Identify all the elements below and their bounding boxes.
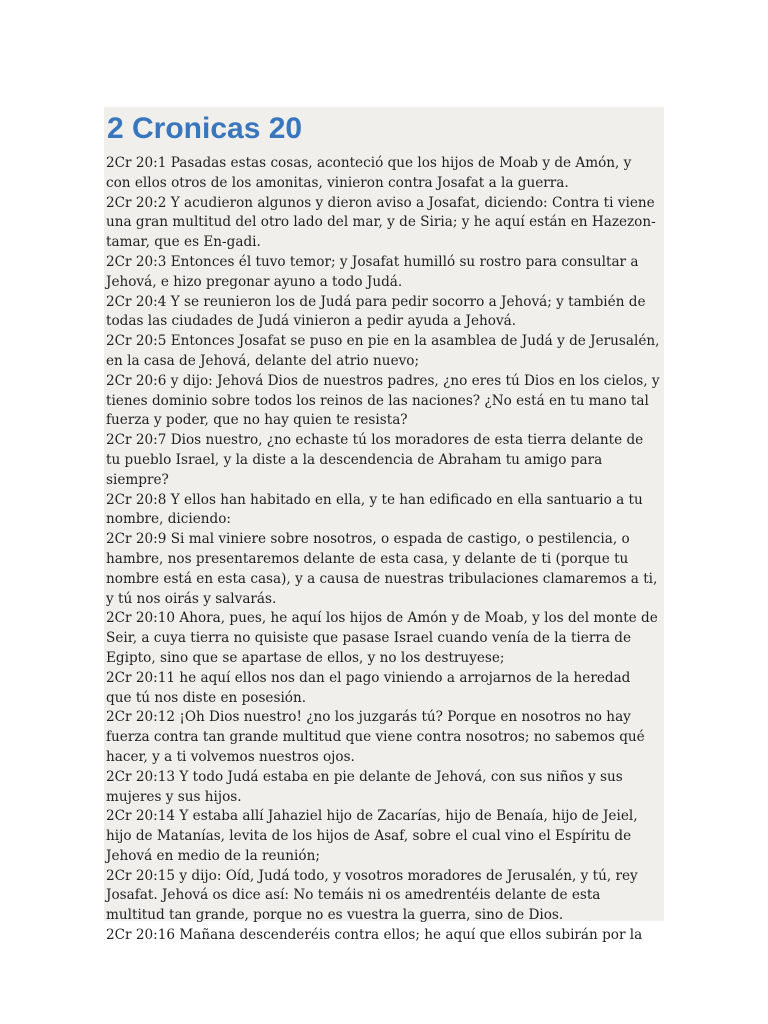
- verse-text: y dijo: Jehová Dios de nuestros padres, ¿no eres tú Dios en los cielos, y tienes dominio sobre todos los reinos de las naciones? ¿No está en tu mano tal fuerza y poder, que no hay quien te resista?: [106, 372, 660, 429]
- verse-text: Pasadas estas cosas, aconteció que los hijos de Moab y de Amón, y con ellos otros de los amonitas, vinieron contra Josafat a la guerra.: [106, 155, 632, 191]
- verse-2: [106, 194, 660, 253]
- verse-ref: 2Cr 20:7: [106, 432, 167, 449]
- verse-text: Ahora, pues, he aquí los hijos de Amón y de Moab, y los del monte de Seir, a cuya tierra no quisiste que pasase Israel cuando venía de la tierra de Egipto, sino que se apartase de ellos, y no los destruyese;: [106, 610, 658, 666]
- verse-text: Dios nuestro, ¿no echaste tú los moradores de esta tierra delante de tu pueblo Israel, y la diste a la descendencia de Abraham tu amigo para siempre?: [106, 432, 644, 488]
- verse-1: [106, 154, 660, 194]
- verse-text: Y todo Judá estaba en pie delante de Jehová, con sus niños y sus mujeres y sus hijos.: [106, 768, 623, 805]
- verse-text: Y se reunieron los de Judá para pedir socorro a Jehová; y también de todas las ciudades de Judá vinieron a pedir ayuda a Jehová.: [106, 293, 646, 330]
- verse-3: [106, 253, 660, 293]
- verse-12: [106, 708, 660, 767]
- verse-15: [106, 867, 660, 926]
- verse-ref: 2Cr 20:13: [106, 768, 176, 785]
- verse-ref: 2Cr 20:5: [106, 333, 167, 350]
- verse-ref: 2Cr 20:9: [106, 531, 167, 548]
- verse-10: [106, 609, 660, 668]
- verse-ref: 2Cr 20:12: [106, 709, 176, 726]
- verse-text: Si mal viniere sobre nosotros, o espada de castigo, o pestilencia, o hambre, nos presentaremos delante de esta casa, y delante de ti (porque tu nombre está en esta casa), y a causa de nuestras tribulaciones clamaremos a ti, y tú nos oirás y salvarás.: [106, 531, 658, 607]
- verse-text: Y ellos han habitado en ella, y te han edificado en ella santuario a tu nombre, diciendo:: [106, 491, 643, 528]
- verse-text: Entonces Josafat se puso en pie en la asamblea de Judá y de Jerusalén, en la casa de Jehová, delante del atrio nuevo;: [106, 333, 660, 369]
- verse-9: [106, 530, 660, 609]
- verse-text: y dijo: Oíd, Judá todo, y vosotros moradores de Jerusalén, y tú, rey Josafat. Jehová os dice así: No temáis ni os amedrentéis delante de esta multitud tan grande, porque no es vuestra la guerra, sino de Dios.: [106, 867, 638, 924]
- verse-list: [104, 154, 664, 946]
- page-title: 2 Cronicas 20: [107, 112, 303, 145]
- verse-ref: 2Cr 20:15: [106, 867, 176, 884]
- verse-ref: 2Cr 20:4: [106, 293, 167, 310]
- verse-ref: 2Cr 20:14: [106, 808, 176, 825]
- verse-16: [106, 926, 660, 946]
- document-page: [104, 107, 664, 944]
- verse-ref: 2Cr 20:10: [106, 610, 176, 627]
- verse-5: [106, 332, 660, 372]
- verse-14: [106, 807, 660, 866]
- verse-7: [106, 431, 660, 490]
- verse-text: Y acudieron algunos y dieron aviso a Josafat, diciendo: Contra ti viene una gran multitud del otro lado del mar, y de Siria; y he aquí están en Hazezon-tamar, que es En-gadi.: [106, 194, 656, 251]
- verse-6: [106, 372, 660, 431]
- verse-ref: 2Cr 20:6: [106, 372, 167, 389]
- verse-text: he aquí ellos nos dan el pago viniendo a arrojarnos de la heredad que tú nos diste en posesión.: [106, 669, 631, 706]
- verse-11: [106, 669, 660, 709]
- verse-ref: 2Cr 20:8: [106, 491, 167, 508]
- verse-ref: 2Cr 20:16: [106, 927, 176, 944]
- verse-text: Mañana descenderéis contra ellos; he aquí que ellos subirán por la: [179, 927, 643, 944]
- verse-text: Entonces él tuvo temor; y Josafat humilló su rostro para consultar a Jehová, e hizo pregonar ayuno a todo Judá.: [106, 253, 639, 290]
- verse-ref: 2Cr 20:11: [106, 669, 176, 686]
- verse-text: ¡Oh Dios nuestro! ¿no los juzgarás tú? Porque en nosotros no hay fuerza contra tan grande multitud que viene contra nosotros; no sabemos qué hacer, y a ti volvemos nuestros ojos.: [106, 709, 645, 765]
- verse-8: [106, 491, 660, 531]
- verse-ref: 2Cr 20:1: [106, 155, 167, 171]
- verse-text: Y estaba allí Jahaziel hijo de Zacarías, hijo de Benaía, hijo de Jeiel, hijo de Matanías, levita de los hijos de Asaf, sobre el cual vino el Espíritu de Jehová en medio de la reunión;: [106, 808, 638, 864]
- verse-ref: 2Cr 20:2: [106, 194, 167, 211]
- verse-4: [106, 293, 660, 333]
- verse-13: [106, 768, 660, 808]
- verse-ref: 2Cr 20:3: [106, 253, 167, 270]
